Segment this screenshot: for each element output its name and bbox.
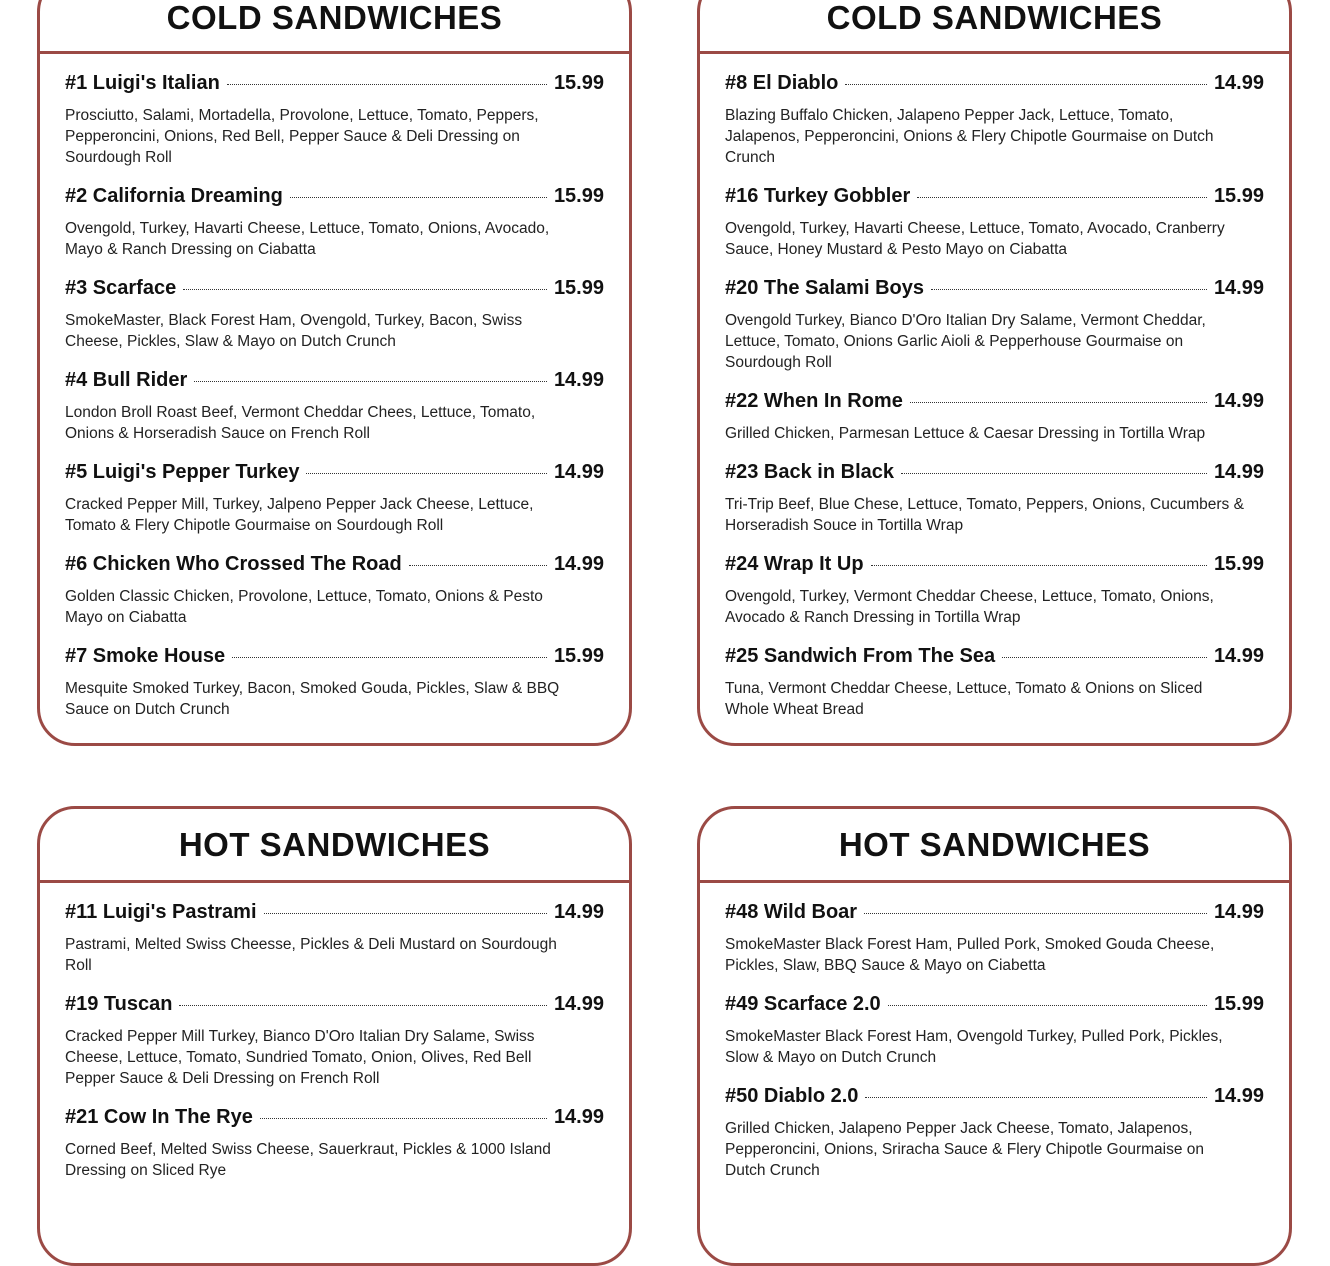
menu-item-price: 14.99 [1213, 72, 1264, 94]
menu-item-price: 15.99 [1213, 553, 1264, 575]
section-header [700, 809, 1289, 883]
menu-items [40, 883, 629, 1181]
menu-item-price: 14.99 [553, 993, 604, 1015]
menu-item-price: 15.99 [1213, 993, 1264, 1015]
menu-item-header [65, 185, 604, 213]
menu-item-name: #24 Wrap It Up [725, 553, 864, 575]
menu-item-price: 14.99 [553, 1106, 604, 1128]
menu-item-description: Golden Classic Chicken, Provolone, Lettuce, Tomato, Onions & Pesto Mayo on Ciabatta [65, 588, 543, 626]
menu-item-description: Pastrami, Melted Swiss Cheesse, Pickles & Deli Mustard on Sourdough Roll [65, 936, 557, 974]
menu-items [700, 54, 1289, 720]
menu-section-hot-sandwiches [37, 806, 632, 1266]
menu-item-price: 14.99 [1213, 1085, 1264, 1107]
menu-item-header [725, 553, 1264, 581]
menu-item [725, 553, 1264, 628]
menu-item-price: 14.99 [553, 369, 604, 391]
menu-item [65, 461, 604, 536]
menu-item-name: #6 Chicken Who Crossed The Road [65, 553, 402, 575]
dot-leader [264, 913, 547, 914]
menu-item-description: Mesquite Smoked Turkey, Bacon, Smoked Gouda, Pickles, Slaw & BBQ Sauce on Dutch Crunch [65, 680, 560, 718]
dot-leader [194, 381, 547, 382]
menu-item-description: Ovengold, Turkey, Vermont Cheddar Cheese, Lettuce, Tomato, Onions, Avocado & Ranch Dressing in Tortilla Wrap [725, 588, 1214, 626]
menu-item-name: #11 Luigi's Pastrami [65, 901, 257, 923]
menu-item-header [725, 277, 1264, 305]
menu-item-description: SmokeMaster Black Forest Ham, Pulled Pork, Smoked Gouda Cheese, Pickles, Slaw, BBQ Sauce & Mayo on Ciabetta [725, 936, 1215, 974]
menu-item-header [725, 1085, 1264, 1113]
menu-items [700, 883, 1289, 1181]
dot-leader [232, 657, 547, 658]
dot-leader [409, 565, 547, 566]
dot-leader [183, 289, 547, 290]
menu-item [725, 72, 1264, 168]
dot-leader [917, 197, 1207, 198]
dot-leader [290, 197, 547, 198]
section-title: HOT SANDWICHES [178, 825, 491, 863]
section-title: HOT SANDWICHES [838, 825, 1151, 863]
dot-leader [865, 1097, 1207, 1098]
dot-leader [306, 473, 546, 474]
menu-item-name: #19 Tuscan [65, 993, 173, 1015]
menu-item-header [725, 390, 1264, 418]
menu-item-price: 15.99 [553, 72, 604, 94]
menu-item-description: SmokeMaster, Black Forest Ham, Ovengold, Turkey, Bacon, Swiss Cheese, Pickles, Slaw & Mayo on Dutch Crunch [65, 312, 523, 350]
menu-item-name: #48 Wild Boar [725, 901, 858, 923]
menu-item-description: Ovengold, Turkey, Havarti Cheese, Lettuce, Tomato, Avocado, Cranberry Sauce, Honey Mustard & Pesto Mayo on Ciabatta [725, 220, 1225, 258]
menu-item-name: #20 The Salami Boys [725, 277, 924, 299]
menu-section-hot-sandwiches [697, 806, 1292, 1266]
menu-item-description: Grilled Chicken, Jalapeno Pepper Jack Cheese, Tomato, Jalapenos, Pepperoncini, Onions, Sriracha Sauce & Flery Chipotle Gourmaise on Dutch Crunch [725, 1120, 1205, 1179]
menu-item-description: Cracked Pepper Mill Turkey, Bianco D'Oro Italian Dry Salame, Swiss Cheese, Lettuce, Tomato, Sundried Tomato, Onion, Olives, Red Bell Pepper Sauce & Deli Dressing on French Roll [65, 1028, 535, 1087]
menu-item [65, 369, 604, 444]
dot-leader [931, 289, 1207, 290]
section-header [40, 809, 629, 883]
section-header [40, 0, 629, 54]
menu-item-name: #3 Scarface [65, 277, 177, 299]
menu-item-name: #49 Scarface 2.0 [725, 993, 881, 1015]
dot-leader [888, 1005, 1207, 1006]
menu-item-price: 15.99 [553, 277, 604, 299]
dot-leader [910, 402, 1207, 403]
menu-item [725, 277, 1264, 373]
section-title: COLD SANDWICHES [166, 0, 503, 36]
menu-item [725, 390, 1264, 444]
menu-item-description: London Broll Roast Beef, Vermont Cheddar Chees, Lettuce, Tomato, Onions & Horseradish Sauce on French Roll [65, 404, 536, 442]
menu-item-header [725, 901, 1264, 929]
dot-leader [179, 1005, 546, 1006]
menu-item-header [725, 185, 1264, 213]
menu-item-description: Corned Beef, Melted Swiss Cheese, Sauerkraut, Pickles & 1000 Island Dressing on Sliced Rye [65, 1141, 551, 1179]
dot-leader [1002, 657, 1207, 658]
menu-item-description: SmokeMaster Black Forest Ham, Ovengold Turkey, Pulled Pork, Pickles, Slow & Mayo on Dutch Crunch [725, 1028, 1223, 1066]
menu-item [725, 461, 1264, 536]
menu-item-header [65, 645, 604, 673]
menu-item-header [725, 461, 1264, 489]
menu-item-name: #1 Luigi's Italian [65, 72, 220, 94]
dot-leader [871, 565, 1207, 566]
menu-item-description: Cracked Pepper Mill, Turkey, Jalpeno Pepper Jack Cheese, Lettuce, Tomato & Flery Chipotle Gourmaise on Sourdough Roll [65, 496, 534, 534]
menu-item-header [65, 72, 604, 100]
menu-item [65, 185, 604, 260]
menu-item-price: 14.99 [1213, 461, 1264, 483]
menu-item-description: Prosciutto, Salami, Mortadella, Provolone, Lettuce, Tomato, Peppers, Pepperoncini, Onions, Red Bell, Pepper Sauce & Deli Dressing on Sourdough Roll [65, 107, 539, 166]
menu-item-price: 14.99 [1213, 645, 1264, 667]
menu-item-header [65, 461, 604, 489]
menu-section-cold-sandwiches [37, 0, 632, 746]
menu-item-name: #22 When In Rome [725, 390, 903, 412]
menu-item-name: #25 Sandwich From The Sea [725, 645, 996, 667]
menu-item-header [65, 553, 604, 581]
menu-item-name: #21 Cow In The Rye [65, 1106, 253, 1128]
menu-item-description: Tri-Trip Beef, Blue Chese, Lettuce, Tomato, Peppers, Onions, Cucumbers & Horseradish Souce in Tortilla Wrap [725, 496, 1244, 534]
menu-item-header [725, 645, 1264, 673]
menu-item [65, 993, 604, 1089]
menu-item-name: #16 Turkey Gobbler [725, 185, 911, 207]
menu-item-name: #8 El Diablo [725, 72, 839, 94]
menu-item-header [65, 369, 604, 397]
menu-item-description: Ovengold, Turkey, Havarti Cheese, Lettuce, Tomato, Onions, Avocado, Mayo & Ranch Dressing on Ciabatta [65, 220, 550, 258]
menu-item-name: #4 Bull Rider [65, 369, 188, 391]
menu-item-price: 15.99 [1213, 185, 1264, 207]
menu-item-description: Blazing Buffalo Chicken, Jalapeno Pepper Jack, Lettuce, Tomato, Jalapenos, Pepperoncini, Onions & Flery Chipotle Gourmaise on Dutch Crunch [725, 107, 1214, 166]
menu-item [725, 1085, 1264, 1181]
menu-item-header [725, 993, 1264, 1021]
menu-item [65, 645, 604, 720]
menu-section-cold-sandwiches [697, 0, 1292, 746]
menu-item-name: #2 California Dreaming [65, 185, 283, 207]
menu-item-description: Tuna, Vermont Cheddar Cheese, Lettuce, Tomato & Onions on Sliced Whole Wheat Bread [725, 680, 1203, 718]
menu-item-price: 14.99 [553, 901, 604, 923]
menu-item [65, 1106, 604, 1181]
menu-item [725, 901, 1264, 976]
menu-item-price: 15.99 [553, 645, 604, 667]
menu-item-price: 15.99 [553, 185, 604, 207]
menu-item-price: 14.99 [1213, 390, 1264, 412]
menu-item [65, 553, 604, 628]
menu-item [725, 645, 1264, 720]
menu-item-header [65, 277, 604, 305]
menu-item-header [65, 993, 604, 1021]
menu-item-header [725, 72, 1264, 100]
menu-item-description: Ovengold Turkey, Bianco D'Oro Italian Dry Salame, Vermont Cheddar, Lettuce, Tomato, Onions Garlic Aioli & Pepperhouse Gourmaise on Sourdough Roll [725, 312, 1206, 371]
menu-item-name: #23 Back in Black [725, 461, 894, 483]
dot-leader [901, 473, 1207, 474]
menu-item-price: 14.99 [553, 461, 604, 483]
menu-item-name: #5 Luigi's Pepper Turkey [65, 461, 300, 483]
dot-leader [227, 84, 547, 85]
menu-item-name: #50 Diablo 2.0 [725, 1085, 859, 1107]
menu-item-price: 14.99 [1213, 901, 1264, 923]
menu-item [65, 901, 604, 976]
dot-leader [864, 913, 1207, 914]
menu-item-price: 14.99 [1213, 277, 1264, 299]
dot-leader [260, 1118, 547, 1119]
menu-item-name: #7 Smoke House [65, 645, 226, 667]
menu-item [725, 993, 1264, 1068]
menu-item [65, 72, 604, 168]
menu-item-description: Grilled Chicken, Parmesan Lettuce & Caesar Dressing in Tortilla Wrap [725, 425, 1206, 442]
menu-items [40, 54, 629, 720]
section-title: COLD SANDWICHES [826, 0, 1163, 36]
dot-leader [845, 84, 1207, 85]
menu-item-price: 14.99 [553, 553, 604, 575]
section-header [700, 0, 1289, 54]
menu-item-header [65, 1106, 604, 1134]
menu-item [65, 277, 604, 352]
menu-item-header [65, 901, 604, 929]
menu-item [725, 185, 1264, 260]
